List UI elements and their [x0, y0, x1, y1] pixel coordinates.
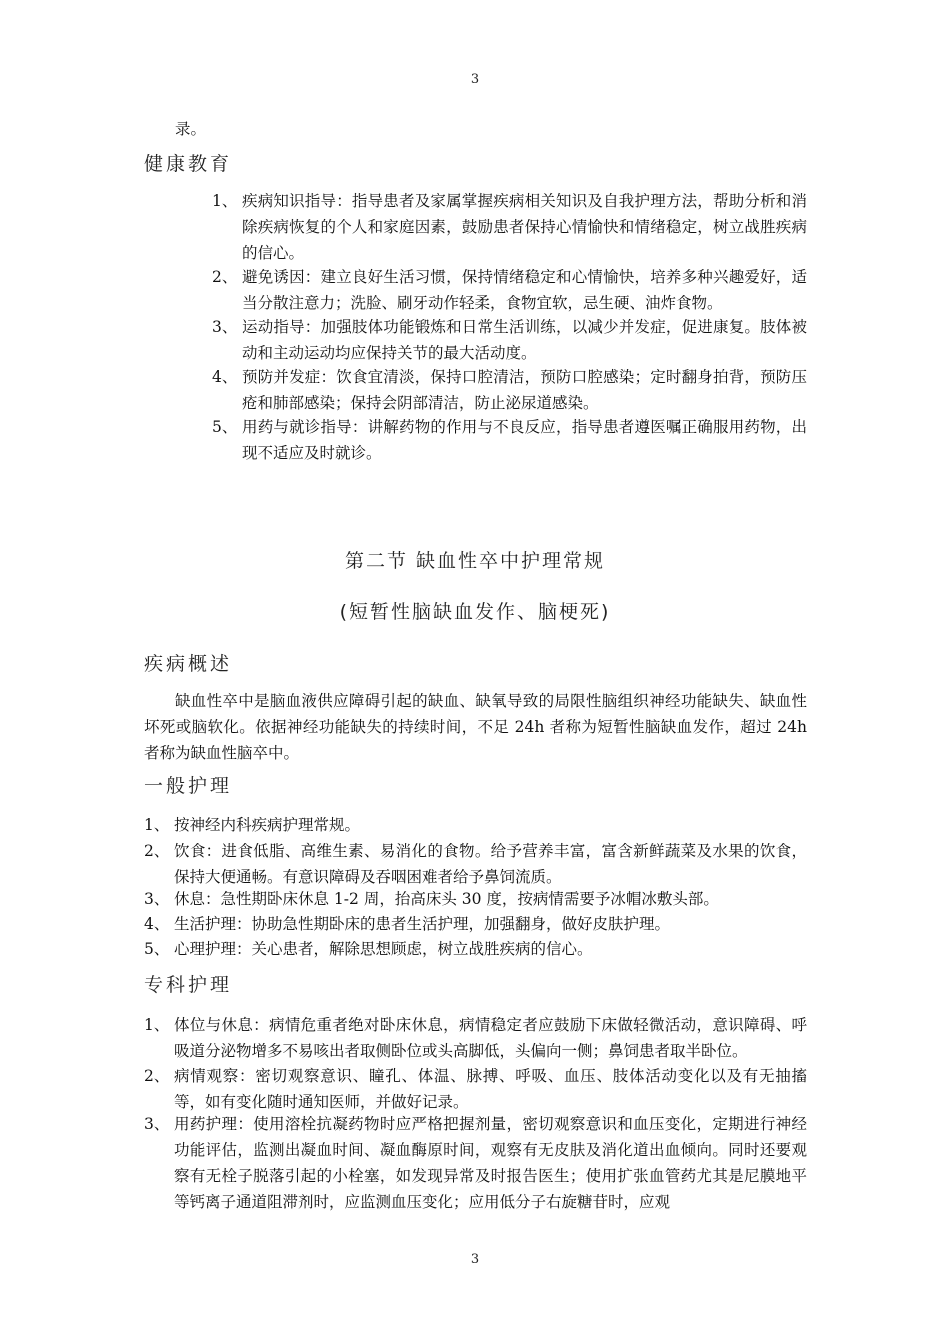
section-title: 第二节 缺血性卒中护理常规: [344, 550, 606, 572]
heading-specialty-care: 专科护理: [144, 974, 233, 996]
heading-overview: 疾病概述: [144, 653, 233, 675]
list-item: [144, 886, 807, 912]
list-item: [212, 188, 807, 266]
list-item: [144, 1111, 807, 1215]
lead-fragment: 录。: [175, 120, 207, 138]
list-item-text: 疾病知识指导：指导患者及家属掌握疾病相关知识及自我护理方法，帮助分析和消除疾病恢复的个人和家庭因素，鼓励患者保持心情愉快和情绪稳定，树立战胜疾病的信心。: [242, 192, 807, 262]
list-item-number: 2、: [144, 842, 170, 860]
page-number-top: 3: [470, 72, 480, 87]
list-item-number: 4、: [144, 915, 170, 933]
list-item-text: 休息：急性期卧床休息 1-2 周，抬高床头 30 度，按病情需要予冰帽冰敷头部。: [174, 890, 719, 908]
list-item-number: 5、: [144, 940, 170, 958]
list-item: [212, 264, 807, 316]
list-item-text: 用药护理：使用溶栓抗凝药物时应严格把握剂量，密切观察意识和血压变化，定期进行神经功能评估，监测出凝血时间、凝血酶原时间，观察有无皮肤及消化道出血倾向。同时还要观察有无栓子脱落引起的小栓塞，如发现异常及时报告医生；使用扩张血管药尤其是尼膜地平等钙离子通道阻滞剂时，应监测血压变化；应用低分子右旋糖苷时，应观: [174, 1115, 807, 1211]
list-item: [212, 314, 807, 366]
page-number-bottom: 3: [470, 1252, 480, 1267]
list-item: [212, 364, 807, 416]
list-item: [144, 1012, 807, 1064]
list-item-text: 心理护理：关心患者，解除思想顾虑，树立战胜疾病的信心。: [174, 940, 593, 958]
list-item-number: 5、: [212, 418, 238, 436]
list-item-text: 运动指导：加强肢体功能锻炼和日常生活训练，以减少并发症，促进康复。肢体被动和主动运动均应保持关节的最大活动度。: [242, 318, 807, 362]
list-item: [144, 1063, 807, 1115]
list-item-number: 4、: [212, 368, 238, 386]
heading-health-education: 健康教育: [144, 153, 233, 175]
list-item-number: 2、: [212, 268, 238, 286]
list-item-number: 1、: [144, 816, 170, 834]
list-item: [144, 911, 807, 937]
list-item-number: 2、: [144, 1067, 170, 1085]
list-item: [212, 414, 807, 466]
list-item-number: 1、: [212, 192, 238, 210]
list-item-text: 生活护理：协助急性期卧床的患者生活护理，加强翻身，做好皮肤护理。: [174, 915, 671, 933]
list-item-text: 按神经内科疾病护理常规。: [174, 816, 361, 834]
list-item-number: 3、: [144, 1115, 170, 1133]
overview-paragraph: 缺血性卒中是脑血液供应障碍引起的缺血、缺氧导致的局限性脑组织神经功能缺失、缺血性坏死或脑软化。依据神经功能缺失的持续时间，不足 24h 者称为短暂性脑缺血发作，超过 24h 者称为缺血性脑卒中。: [144, 692, 807, 762]
list-item-text: 体位与休息：病情危重者绝对卧床休息，病情稳定者应鼓励下床做轻微活动，意识障碍、呼吸道分泌物增多不易咳出者取侧卧位或头高脚低，头偏向一侧；鼻饲患者取半卧位。: [174, 1016, 807, 1060]
list-item-text: 避免诱因：建立良好生活习惯，保持情绪稳定和心情愉快，培养多种兴趣爱好，适当分散注意力；洗脸、刷牙动作轻柔，食物宜软，忌生硬、油炸食物。: [242, 268, 807, 312]
list-item-number: 3、: [144, 890, 170, 908]
list-item: [144, 936, 807, 962]
section-subtitle: (短暂性脑缺血发作、脑梗死): [339, 601, 611, 623]
list-item-text: 预防并发症：饮食宜清淡，保持口腔清洁，预防口腔感染；定时翻身拍背，预防压疮和肺部感染；保持会阴部清洁，防止泌尿道感染。: [242, 368, 807, 412]
heading-general-care: 一般护理: [144, 775, 233, 797]
list-item-text: 病情观察：密切观察意识、瞳孔、体温、脉搏、呼吸、血压、肢体活动变化以及有无抽搐等，如有变化随时通知医师，并做好记录。: [174, 1067, 807, 1111]
list-item: [144, 812, 807, 838]
list-item: [144, 838, 807, 890]
list-item-number: 1、: [144, 1016, 170, 1034]
list-item-text: 饮食：进食低脂、高维生素、易消化的食物。给予营养丰富，富含新鲜蔬菜及水果的饮食，保持大便通畅。有意识障碍及吞咽困难者给予鼻饲流质。: [174, 842, 807, 886]
list-item-number: 3、: [212, 318, 238, 336]
list-item-text: 用药与就诊指导：讲解药物的作用与不良反应，指导患者遵医嘱正确服用药物，出现不适应及时就诊。: [242, 418, 807, 462]
